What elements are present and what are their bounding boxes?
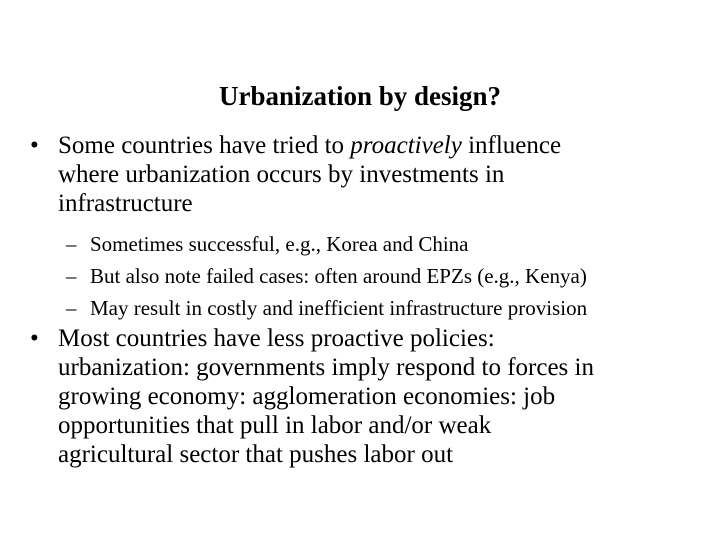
bullet-line: where urbanization occurs by investments in (58, 161, 505, 188)
bullet-marker: • (30, 132, 39, 159)
sub-bullet-item (66, 260, 706, 292)
bullet-line: growing economy: agglomeration economies: job (58, 383, 556, 410)
bullet-item (30, 131, 690, 218)
sub-bullet-item (66, 292, 706, 324)
bullet-marker: • (30, 325, 39, 352)
sub-bullet-marker: – (66, 296, 77, 320)
emphasized-word: proactively (350, 132, 462, 159)
bullet-line (58, 131, 690, 160)
sub-bullet-text: But also note failed cases: often around EPZs (e.g., Kenya) (90, 264, 587, 288)
bullet-item (30, 324, 690, 469)
sub-bullet-marker: – (66, 264, 77, 288)
bullet-line: Most countries have less proactive policies: (58, 325, 495, 352)
bullet-line: urbanization: governments imply respond to forces in (58, 354, 594, 381)
slide-title: Urbanization by design? (218, 81, 502, 111)
sub-bullet-item (66, 228, 706, 260)
bullet-text-segment: influence (461, 132, 562, 159)
sub-bullet-text: Sometimes successful, e.g., Korea and China (90, 232, 469, 256)
bullet-line: opportunities that pull in labor and/or weak (58, 412, 492, 439)
bullet-text (58, 324, 690, 469)
bullet-line: infrastructure (58, 190, 193, 217)
bullet-text (58, 131, 690, 218)
bullet-line: agricultural sector that pushes labor out (58, 441, 454, 468)
bullet-text-segment: Some countries have tried to (58, 132, 351, 159)
sub-bullet-list (66, 228, 706, 324)
sub-bullet-marker: – (66, 232, 77, 256)
sub-bullet-text: May result in costly and inefficient infrastructure provision (90, 296, 588, 320)
